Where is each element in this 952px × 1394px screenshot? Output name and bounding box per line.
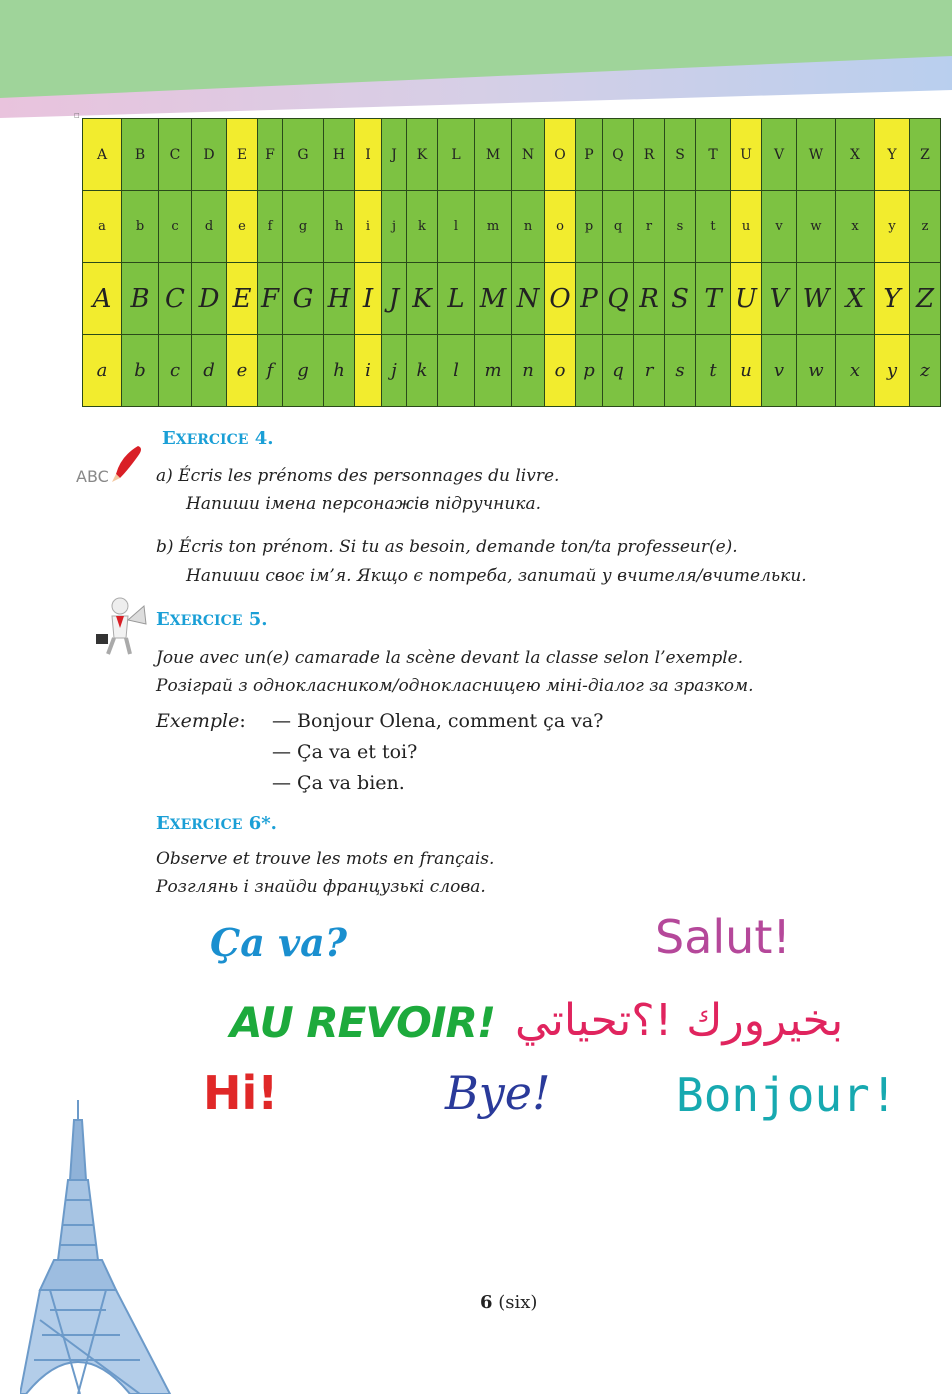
letter-cell-r: r bbox=[634, 335, 665, 407]
letter-cell-p: p bbox=[576, 335, 603, 407]
eiffel-tower-icon bbox=[20, 1100, 200, 1394]
letter-cell-z: Z bbox=[910, 119, 941, 191]
letter-cell-k: k bbox=[407, 191, 438, 263]
letter-cell-c: c bbox=[159, 335, 192, 407]
letter-cell-x: x bbox=[836, 335, 875, 407]
svg-text:ABC: ABC bbox=[76, 467, 109, 486]
letter-cell-t: t bbox=[696, 191, 731, 263]
letter-cell-p: P bbox=[576, 119, 603, 191]
letter-cell-a: A bbox=[83, 263, 122, 335]
word-bye: Bye! bbox=[445, 1066, 551, 1120]
letter-cell-n: N bbox=[512, 119, 545, 191]
letter-cell-j: j bbox=[382, 335, 407, 407]
exercise-5-title: EXERCICE 5. bbox=[156, 609, 268, 630]
letter-cell-p: p bbox=[576, 191, 603, 263]
letter-cell-j: J bbox=[382, 119, 407, 191]
letter-cell-q: Q bbox=[603, 263, 634, 335]
example-label: Exemple: bbox=[156, 710, 246, 732]
letter-cell-q: q bbox=[603, 335, 634, 407]
letter-cell-d: D bbox=[192, 119, 227, 191]
letter-cell-a: a bbox=[83, 191, 122, 263]
letter-cell-j: j bbox=[382, 191, 407, 263]
exercise-6-title: EXERCICE 6*. bbox=[156, 813, 277, 834]
letter-cell-b: B bbox=[122, 263, 159, 335]
letter-cell-n: n bbox=[512, 335, 545, 407]
exercise-4-b-ukrainian: Напиши своє ім’я. Якщо є потреба, запитай у вчителя/вчительки. bbox=[186, 566, 807, 586]
letter-cell-d: d bbox=[192, 191, 227, 263]
letter-cell-o: O bbox=[545, 263, 576, 335]
letter-cell-t: T bbox=[696, 119, 731, 191]
letter-cell-y: y bbox=[875, 191, 910, 263]
letter-cell-v: V bbox=[762, 263, 797, 335]
letter-cell-w: w bbox=[797, 335, 836, 407]
letter-cell-i: I bbox=[355, 263, 382, 335]
dialog-line-2: — Ça va et toi? bbox=[272, 741, 418, 763]
exercise-5-french: Joue avec un(e) camarade la scène devant la classe selon l’exemple. bbox=[156, 648, 744, 668]
letter-cell-o: o bbox=[545, 335, 576, 407]
letter-cell-a: A bbox=[83, 119, 122, 191]
letter-cell-v: v bbox=[762, 335, 797, 407]
letter-cell-e: e bbox=[227, 335, 258, 407]
lowercase-row bbox=[83, 191, 941, 263]
letter-cell-u: U bbox=[731, 119, 762, 191]
letter-cell-u: u bbox=[731, 191, 762, 263]
letter-cell-l: L bbox=[438, 263, 475, 335]
letter-cell-k: K bbox=[407, 119, 438, 191]
letter-cell-s: S bbox=[665, 263, 696, 335]
script-lowercase-row bbox=[83, 335, 941, 407]
header-banner bbox=[0, 0, 952, 120]
letter-cell-q: Q bbox=[603, 119, 634, 191]
letter-cell-o: o bbox=[545, 191, 576, 263]
letter-cell-w: W bbox=[797, 263, 836, 335]
letter-cell-p: P bbox=[576, 263, 603, 335]
page-number: 6 (six) bbox=[480, 1292, 538, 1313]
letter-cell-g: g bbox=[283, 335, 324, 407]
letter-cell-w: W bbox=[797, 119, 836, 191]
letter-cell-t: T bbox=[696, 263, 731, 335]
letter-cell-c: C bbox=[159, 119, 192, 191]
exercise-4-a-french: a) Écris les prénoms des personnages du livre. bbox=[156, 466, 560, 486]
letter-cell-q: q bbox=[603, 191, 634, 263]
letter-cell-m: m bbox=[475, 191, 512, 263]
letter-cell-y: y bbox=[875, 335, 910, 407]
letter-cell-i: i bbox=[355, 335, 382, 407]
letter-cell-i: I bbox=[355, 119, 382, 191]
letter-cell-x: x bbox=[836, 191, 875, 263]
exercise-4-title: EXERCICE 4. bbox=[162, 428, 274, 449]
exercise-6-french: Observe et trouve les mots en français. bbox=[156, 849, 495, 869]
letter-cell-f: f bbox=[258, 335, 283, 407]
exercise-6-ukrainian: Розглянь і знайди французькі слова. bbox=[156, 877, 486, 897]
letter-cell-h: h bbox=[324, 335, 355, 407]
letter-cell-e: E bbox=[227, 119, 258, 191]
letter-cell-k: k bbox=[407, 335, 438, 407]
letter-cell-b: b bbox=[122, 335, 159, 407]
letter-cell-t: t bbox=[696, 335, 731, 407]
letter-cell-h: H bbox=[324, 119, 355, 191]
letter-cell-f: F bbox=[258, 119, 283, 191]
letter-cell-m: M bbox=[475, 119, 512, 191]
letter-cell-l: l bbox=[438, 335, 475, 407]
word-salut: Salut! bbox=[655, 910, 791, 964]
script-uppercase-row bbox=[83, 263, 941, 335]
letter-cell-n: n bbox=[512, 191, 545, 263]
exercise-4-b-french: b) Écris ton prénom. Si tu as besoin, demande ton/ta professeur(e). bbox=[156, 537, 738, 557]
letter-cell-b: b bbox=[122, 191, 159, 263]
letter-cell-u: u bbox=[731, 335, 762, 407]
word-arabic: بخيرورك !؟تحياتي bbox=[515, 995, 844, 1046]
letter-cell-x: X bbox=[836, 119, 875, 191]
letter-cell-z: z bbox=[910, 335, 941, 407]
letter-cell-g: g bbox=[283, 191, 324, 263]
letter-cell-y: Y bbox=[875, 119, 910, 191]
letter-cell-i: i bbox=[355, 191, 382, 263]
letter-cell-h: H bbox=[324, 263, 355, 335]
word-au-revoir: AU REVOIR! bbox=[230, 998, 495, 1047]
letter-cell-o: O bbox=[545, 119, 576, 191]
exercise-4-a-ukrainian: Напиши імена персонажів підручника. bbox=[186, 494, 541, 514]
letter-cell-f: F bbox=[258, 263, 283, 335]
dialog-line-3: — Ça va bien. bbox=[272, 772, 405, 794]
letter-cell-j: J bbox=[382, 263, 407, 335]
word-ca-va: Ça va? bbox=[210, 920, 348, 965]
exercise-5-ukrainian: Розіграй з однокласником/однокласницею міні-діалог за зразком. bbox=[156, 676, 754, 696]
word-hi: Hi! bbox=[203, 1066, 279, 1120]
letter-cell-w: w bbox=[797, 191, 836, 263]
letter-cell-f: f bbox=[258, 191, 283, 263]
letter-cell-z: z bbox=[910, 191, 941, 263]
letter-cell-r: R bbox=[634, 119, 665, 191]
letter-cell-c: c bbox=[159, 191, 192, 263]
letter-cell-s: s bbox=[665, 191, 696, 263]
letter-cell-e: E bbox=[227, 263, 258, 335]
dialog-line-1: — Bonjour Olena, comment ça va? bbox=[272, 710, 604, 732]
letter-cell-e: e bbox=[227, 191, 258, 263]
letter-cell-r: r bbox=[634, 191, 665, 263]
letter-cell-c: C bbox=[159, 263, 192, 335]
letter-cell-h: h bbox=[324, 191, 355, 263]
letter-cell-z: Z bbox=[910, 263, 941, 335]
uppercase-row bbox=[83, 119, 941, 191]
letter-cell-l: L bbox=[438, 119, 475, 191]
letter-cell-v: V bbox=[762, 119, 797, 191]
letter-cell-g: G bbox=[283, 263, 324, 335]
letter-cell-u: U bbox=[731, 263, 762, 335]
letter-cell-b: B bbox=[122, 119, 159, 191]
letter-cell-a: a bbox=[83, 335, 122, 407]
letter-cell-n: N bbox=[512, 263, 545, 335]
letter-cell-m: m bbox=[475, 335, 512, 407]
letter-cell-s: s bbox=[665, 335, 696, 407]
letter-cell-g: G bbox=[283, 119, 324, 191]
word-bonjour: Bonjour! bbox=[676, 1068, 898, 1122]
letter-cell-d: D bbox=[192, 263, 227, 335]
alphabet-table bbox=[82, 118, 941, 407]
letter-cell-r: R bbox=[634, 263, 665, 335]
letter-cell-s: S bbox=[665, 119, 696, 191]
letter-cell-k: K bbox=[407, 263, 438, 335]
megaphone-person-icon bbox=[90, 594, 152, 658]
corner-mark: □ bbox=[74, 112, 80, 119]
letter-cell-d: d bbox=[192, 335, 227, 407]
pen-abc-icon bbox=[76, 444, 146, 488]
letter-cell-m: M bbox=[475, 263, 512, 335]
letter-cell-x: X bbox=[836, 263, 875, 335]
letter-cell-v: v bbox=[762, 191, 797, 263]
letter-cell-l: l bbox=[438, 191, 475, 263]
letter-cell-y: Y bbox=[875, 263, 910, 335]
